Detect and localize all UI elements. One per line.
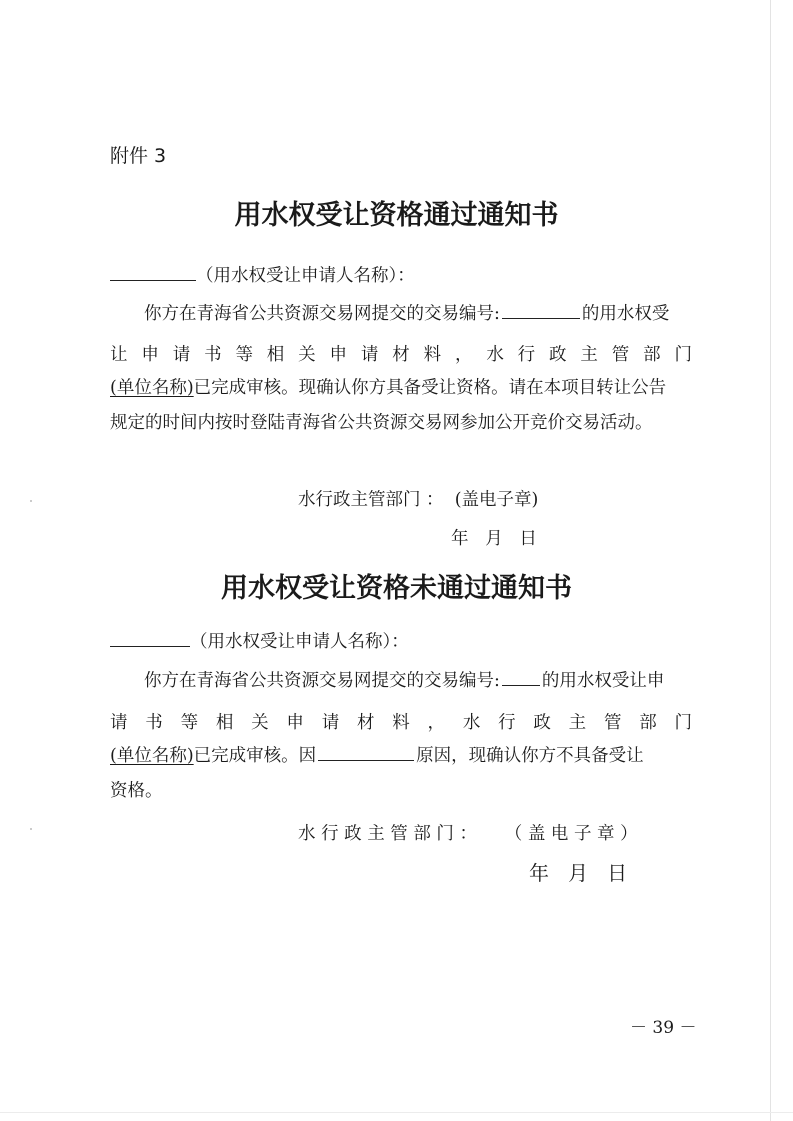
char: 材 (392, 345, 410, 365)
para-text: 的用水权受 (581, 304, 670, 324)
notice-pass-para-line3 (110, 374, 666, 399)
notice-fail-addressee-line (110, 628, 409, 653)
notice-fail-para-line1 (144, 667, 664, 692)
char: 政 (549, 345, 567, 365)
reason-blank (318, 743, 414, 761)
char: 让 (110, 345, 128, 365)
scan-edge-bottom (0, 1112, 793, 1113)
notice-fail-addressee: （用水权受让申请人名称）： (190, 632, 409, 652)
notice-fail-signature: 水 行 政 主 管 部 门 ： （ 盖 电 子 章 ） (298, 824, 638, 844)
char: ， (454, 345, 473, 365)
char: 相 (266, 345, 285, 365)
char: 申 (141, 345, 159, 365)
char: 行 (517, 345, 536, 365)
char: 门 (674, 713, 692, 733)
page-number: － 39 － (630, 1018, 697, 1038)
char: 料 (392, 713, 410, 733)
char: 申 (329, 345, 348, 365)
unit-name: (单位名称) (110, 746, 194, 766)
notice-pass-para-line4: 规定的时间内按时登陆青海省公共资源交易网参加公开竞价交易活动。 (110, 413, 653, 433)
scan-speck (30, 500, 32, 502)
char: 料 (423, 345, 442, 365)
notice-pass-para-line2 (110, 341, 692, 366)
char: 水 (486, 345, 504, 365)
char: 行 (498, 713, 516, 733)
attachment-label: 附件 3 (110, 145, 167, 167)
notice-pass-signature: 水行政主管部门 ： (盖电子章) (298, 490, 539, 510)
notice-fail-para-line4: 资格。 (110, 781, 163, 801)
char: 政 (533, 713, 551, 733)
char: 等 (235, 345, 253, 365)
notice-fail-para-line2 (110, 709, 692, 734)
para-text: 已完成审核。因 (193, 746, 317, 766)
char: 申 (286, 713, 304, 733)
applicant-name-blank (110, 629, 190, 647)
char: 主 (580, 345, 598, 365)
unit-name: (单位名称) (110, 378, 194, 398)
notice-pass-title: 用水权受让资格通过通知书 (234, 200, 559, 231)
char: 材 (356, 713, 375, 733)
char: 关 (251, 713, 269, 733)
para-text: 已完成审核。现确认你方具备受让资格。请在本项目转让公告 (193, 378, 667, 398)
para-text: 你方在青海省公共资源交易网提交的交易编号: (144, 671, 500, 691)
char: 关 (298, 345, 316, 365)
notice-pass-addressee: （用水权受让申请人名称）： (196, 266, 415, 286)
char: 主 (568, 713, 587, 733)
char: 等 (180, 713, 199, 733)
char: 水 (462, 713, 481, 733)
char: 管 (603, 713, 622, 733)
char: 书 (145, 713, 163, 733)
char: 部 (639, 713, 657, 733)
notice-fail-para-line3 (110, 742, 644, 767)
char: 部 (643, 345, 661, 365)
notice-fail-title: 用水权受让资格未通过通知书 (221, 573, 572, 604)
scan-edge-right (770, 0, 771, 1121)
trade-number-blank (502, 301, 580, 319)
notice-pass-para-line1 (144, 300, 669, 325)
applicant-name-blank (110, 263, 196, 281)
char: 请 (110, 713, 128, 733)
char: ， (427, 713, 446, 733)
char: 门 (674, 345, 692, 365)
notice-pass-addressee-line (110, 262, 415, 287)
scan-speck (30, 828, 32, 830)
para-text: 的用水权受让申 (541, 671, 665, 691)
notice-pass-date: 年 月 日 (451, 529, 537, 549)
para-text: 你方在青海省公共资源交易网提交的交易编号: (144, 304, 500, 324)
para-text: 原因，现确认你方不具备受让 (416, 746, 644, 766)
char: 相 (215, 713, 234, 733)
trade-number-blank (502, 668, 540, 686)
notice-fail-date: 年 月 日 (529, 861, 628, 885)
char: 请 (360, 345, 379, 365)
char: 书 (204, 345, 222, 365)
char: 请 (172, 345, 191, 365)
char: 请 (321, 713, 340, 733)
char: 管 (611, 345, 630, 365)
